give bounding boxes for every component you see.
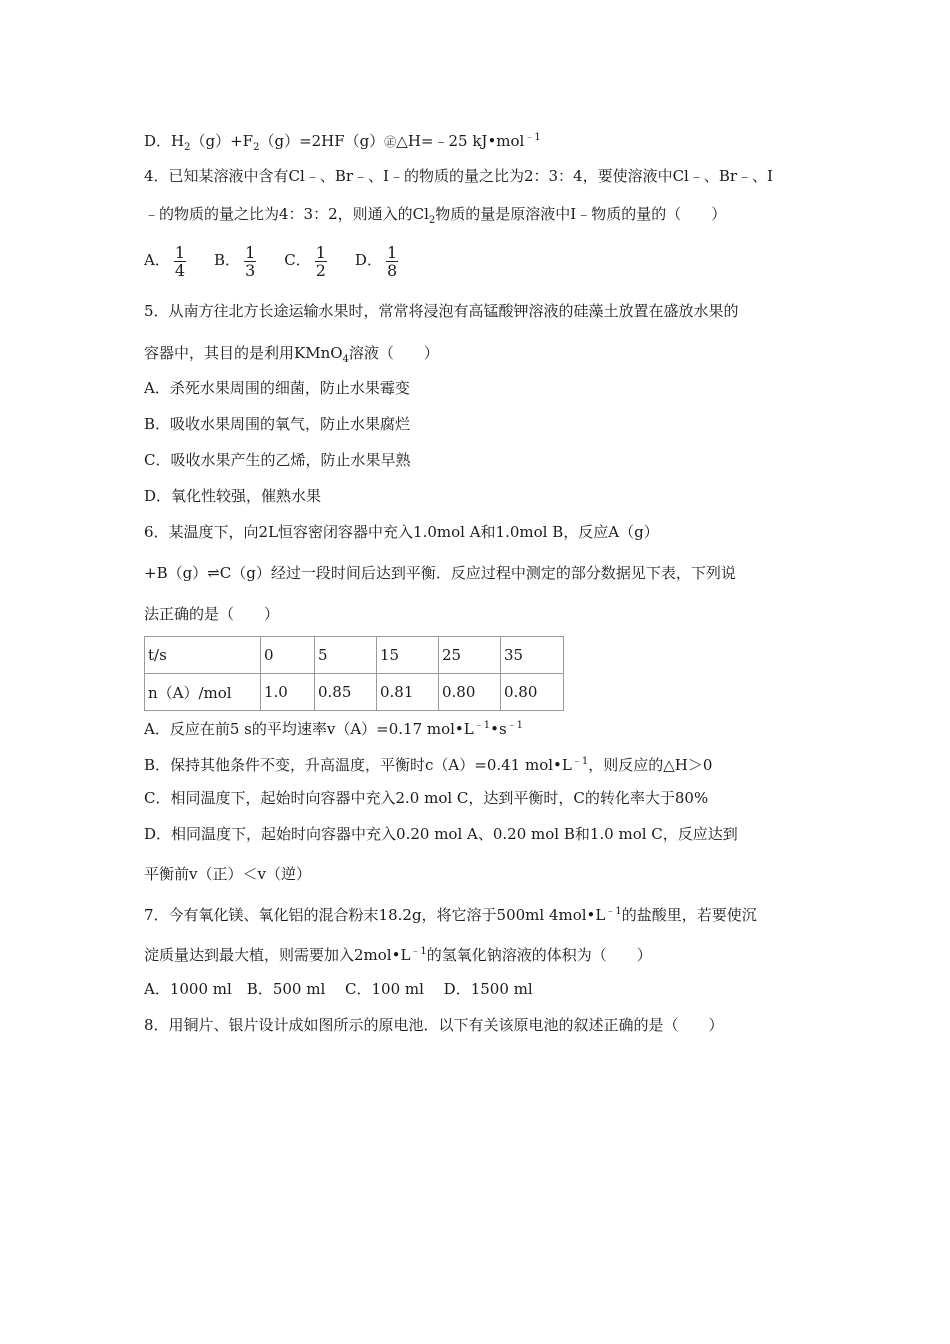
q5-option-a: A．杀死水果周围的细菌，防止水果霉变 [144,379,410,397]
table-cell: n（A）/mol [145,674,261,711]
table-cell: 0 [261,637,315,674]
q7-stem-line2: 淀质量达到最大植，则需要加入$2mol•L^{﹣1}$的氢氧化钠溶液的体积为（ ） [144,946,652,964]
q3-option-d: D．$H_2(g)+F_2(g)=2HF(g)㊣\triangle H=﹣25$ kJ•mol$^{﹣1}$ [144,132,541,153]
table-cell: t/s [145,637,261,674]
q6-data-table [144,636,564,711]
q6-stem-line2: +B（g）⇌C（g）经过一段时间后达到平衡．反应过程中测定的部分数据见下表，下列说 [144,564,736,582]
q7-stem-line1: 7．今有氧化镁、氧化铝的混合粉末18.2g，将它溶于500ml $4mol•L^{﹣1}$的盐酸里，若要使沉 [144,906,757,924]
q7-options: A．1000 ml B．500 ml C．100 ml D．1500 ml [144,980,533,998]
fraction: $\frac{1}{3}$ [245,242,256,280]
q4-stem-line2: ﹣的物质的量之比为4：3：2，则通入的$Cl_2$物质的量是原溶液中I﹣物质的量的（ ） [144,205,727,226]
q6-option-c: C．相同温度下，起始时向容器中充入2.0 mol C，达到平衡时，C的转化率大于80% [144,789,709,807]
q4-option-d: D． $\frac{1}{8}$ [354,242,398,280]
q6-option-d-line2: 平衡前v（正）＜v（逆） [144,865,311,883]
q4-option-c: C． $\frac{1}{2}$ [284,242,326,280]
q6-stem-line1: 6．某温度下，向2L恒容密闭容器中充入1.0mol A和1.0mol B，反应A（g） [144,523,659,541]
table-cell: 15 [377,637,439,674]
fraction: $\frac{1}{8}$ [386,242,398,280]
q4-option-b: B． $\frac{1}{3}$ [214,242,256,280]
q5-option-b: B．吸收水果周围的氧气，防止水果腐烂 [144,415,411,433]
table-cell: 0.85 [315,674,377,711]
table-row [145,637,564,674]
table-cell: 0.80 [439,674,501,711]
q5-option-d: D．氧化性较强，催熟水果 [144,487,322,505]
table-cell: 5 [315,637,377,674]
q5-stem-line1: 5．从南方往北方长途运输水果时，常常将浸泡有高锰酸钾溶液的硅藻土放置在盛放水果的 [144,302,739,320]
q6-option-a: A．反应在前5 s的平均速率v（A）=0.17 $mol•L^{﹣1}•s^{﹣1}$ [144,720,524,738]
q6-option-d-line1: D．相同温度下，起始时向容器中充入0.20 mol A、0.20 mol B和1.0 mol C，反应达到 [144,825,738,843]
table-cell: 1.0 [261,674,315,711]
q4-options [144,240,426,280]
q8-stem-line1: 8．用铜片、银片设计成如图所示的原电池．以下有关该原电池的叙述正确的是（ ） [144,1016,724,1034]
table-cell: 0.81 [377,674,439,711]
q6-option-b: B．保持其他条件不变，升高温度，平衡时c（A）=0.41 $mol•L^{﹣1}$，则反应的△H＞0 [144,756,713,774]
fraction: $\frac{1}{2}$ [315,242,326,280]
q4-stem-line1: 4．已知某溶液中含有Cl﹣、Br﹣、I﹣的物质的量之比为2：3：4，要使溶液中Cl﹣、Br﹣、I [144,167,773,185]
q5-option-c: C．吸收水果产生的乙烯，防止水果早熟 [144,451,411,469]
table-cell: 25 [439,637,501,674]
table-row [145,674,564,711]
fraction: $\frac{1}{4}$ [174,242,186,280]
q6-stem-line3: 法正确的是（ ） [144,605,280,623]
q4-option-a: A． $\frac{1}{4}$ [144,242,186,280]
watermark-glyph: ㊣ [384,135,397,149]
q5-stem-line2: 容器中，其目的是利用KMnO$_4$溶液（ ） [144,344,439,365]
table-cell: 35 [501,637,564,674]
table-cell: 0.80 [501,674,564,711]
